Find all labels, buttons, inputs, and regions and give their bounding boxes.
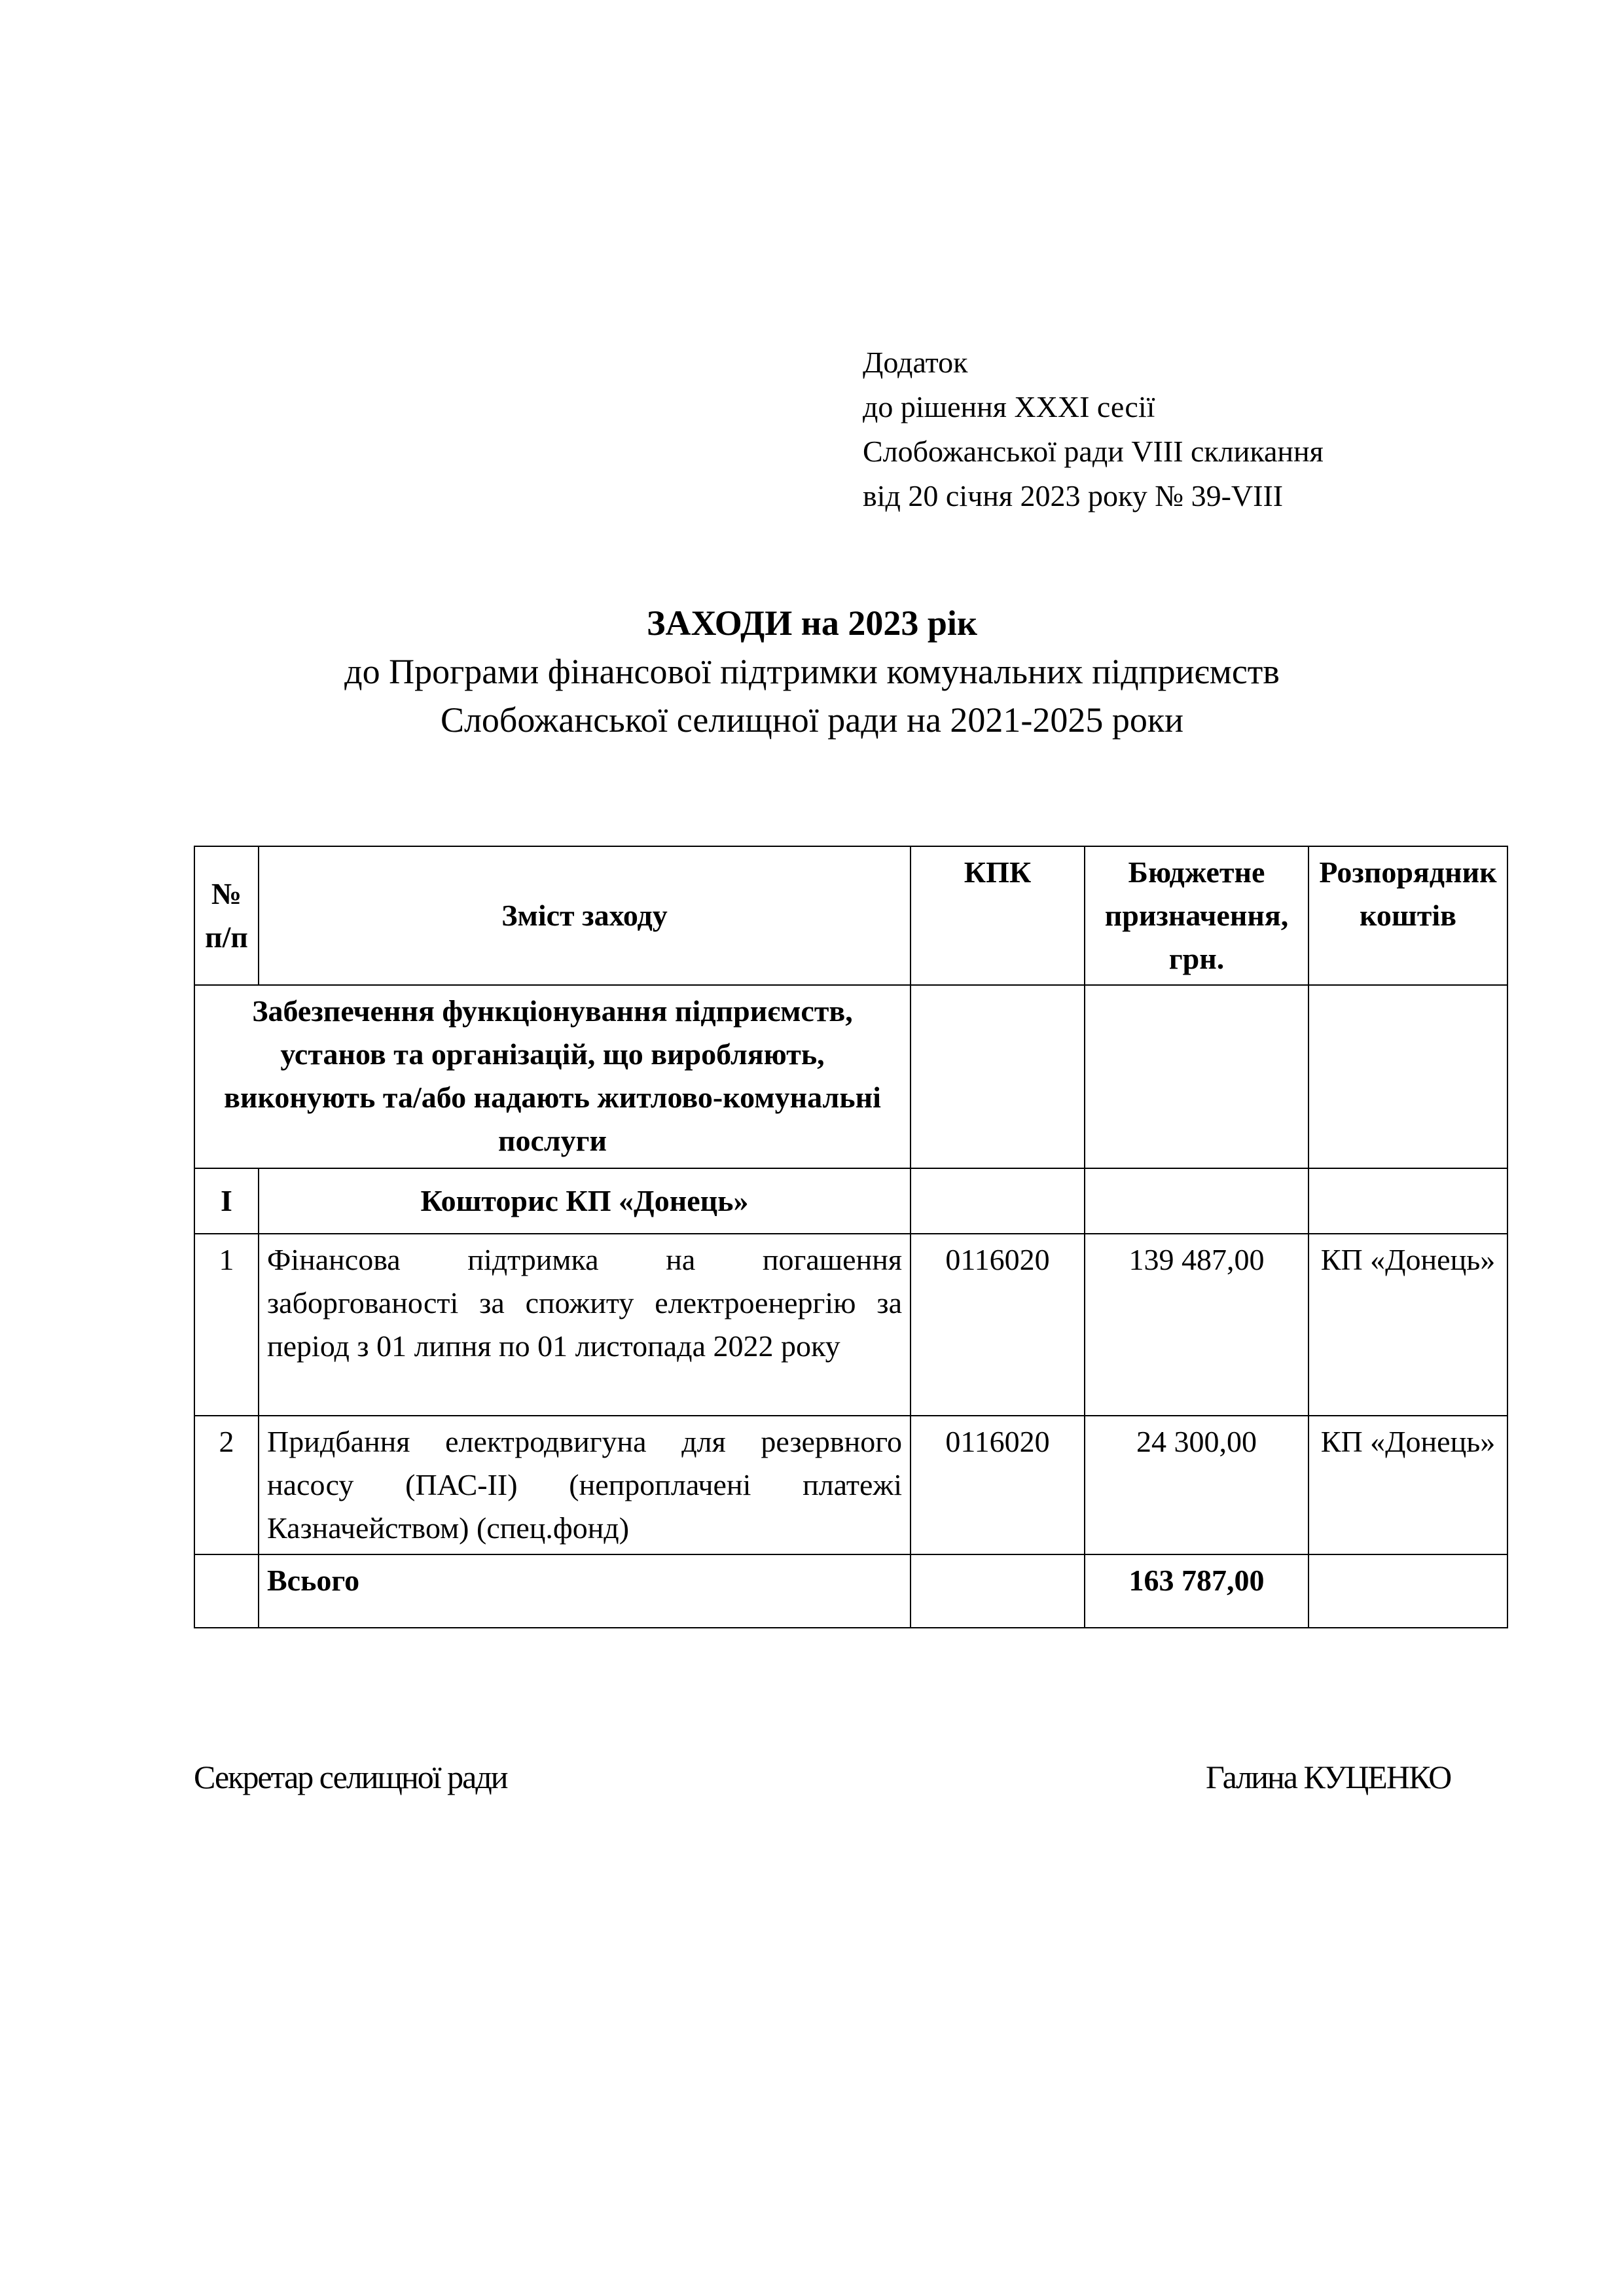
measures-table	[194, 846, 1508, 1628]
header-num-line: №	[211, 877, 242, 910]
document-subtitle: Слобожанської селищної ради на 2021-2025 роки	[440, 700, 1184, 740]
group-title: Кошторис КП «Донець»	[259, 1168, 911, 1234]
row-content: Фінансова підтримка на погашення заборгованості за спожиту електроенергію за період з 01 липня по 01 листопада 2022 року	[259, 1234, 911, 1416]
addendum-line: Додаток	[863, 346, 968, 379]
signature-position: Секретар селищної ради	[194, 1759, 507, 1795]
row-budget: 24 300,00	[1085, 1416, 1308, 1554]
empty-cell	[1085, 1168, 1308, 1234]
table-row	[194, 1416, 1507, 1554]
header-kpk: КПК	[911, 846, 1085, 985]
row-kpk: 0116020	[911, 1416, 1085, 1554]
section-title: Забезпечення функціонування підприємств, установ та організацій, що виробляють, виконують та/або надають житлово-комунальні послуги	[194, 985, 911, 1168]
group-num: I	[194, 1168, 259, 1234]
row-manager: КП «Донець»	[1308, 1234, 1507, 1416]
section-row	[194, 985, 1507, 1168]
addendum-line: Слобожанської ради VIII скликання	[863, 435, 1324, 468]
row-budget: 139 487,00	[1085, 1234, 1308, 1416]
addendum-line: від 20 січня 2023 року № 39-VIII	[863, 479, 1284, 512]
table-row	[194, 1234, 1507, 1416]
row-kpk: 0116020	[911, 1234, 1085, 1416]
addendum-block	[863, 340, 1324, 518]
empty-cell	[1085, 985, 1308, 1168]
empty-cell	[911, 985, 1085, 1168]
header-budget: Бюджетне призначення, грн.	[1085, 846, 1308, 985]
document-title: ЗАХОДИ на 2023 рік	[647, 603, 977, 643]
row-manager: КП «Донець»	[1308, 1416, 1507, 1554]
header-manager: Розпорядник коштів	[1308, 846, 1507, 985]
total-label: Всього	[259, 1554, 911, 1628]
group-row	[194, 1168, 1507, 1234]
empty-cell	[1308, 985, 1507, 1168]
addendum-line: до рішення XXXI сесії	[863, 390, 1155, 423]
row-num: 1	[194, 1234, 259, 1416]
signature-name: Галина КУЦЕНКО	[1206, 1759, 1451, 1795]
row-num: 2	[194, 1416, 259, 1554]
empty-cell	[1308, 1168, 1507, 1234]
document-heading	[0, 599, 1624, 744]
header-num-line: п/п	[205, 920, 248, 954]
table-header-row	[194, 846, 1507, 985]
row-content: Придбання електродвигуна для резервного насосу (ПАС-ІІ) (непроплачені платежі Казначейством) (спец.фонд)	[259, 1416, 911, 1554]
empty-cell	[1308, 1554, 1507, 1628]
empty-cell	[911, 1554, 1085, 1628]
header-num	[194, 846, 259, 985]
total-row	[194, 1554, 1507, 1628]
document-subtitle: до Програми фінансової підтримки комунальних підприємств	[344, 652, 1280, 691]
header-content: Зміст заходу	[259, 846, 911, 985]
empty-cell	[911, 1168, 1085, 1234]
total-budget: 163 787,00	[1085, 1554, 1308, 1628]
empty-cell	[194, 1554, 259, 1628]
